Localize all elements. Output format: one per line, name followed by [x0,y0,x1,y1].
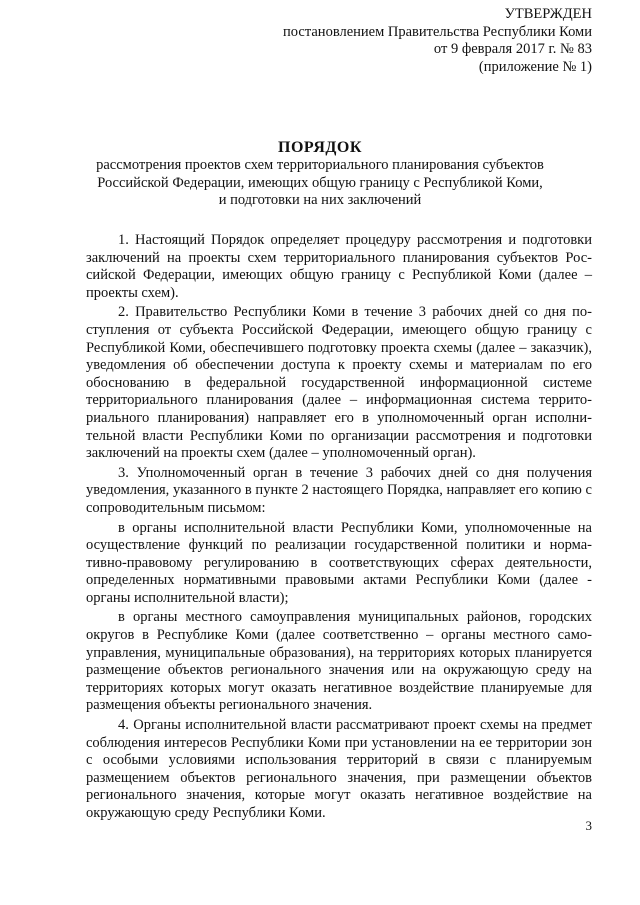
subtitle-line: Российской Федерации, имеющих общую границу с Республикой Коми, [97,174,543,191]
document-subtitle [0,157,640,210]
paragraph-3-item-1: в органы исполнительной власти Республики Коми, уполномоченные на осуществление функций по реализации государственной политики и нормативно-правовому регулированию в соответствующих сферах деятельности, определенных нормативными правовыми актами Республики Коми (далее - органы исполнительной власти); [86,519,592,606]
approval-date: от 9 февраля 2017 г. № 83 [433,41,592,57]
approval-appendix: (приложение № 1) [478,58,592,75]
page-number: 3 [585,818,592,833]
approval-heading: УТВЕРЖДЕН [504,6,592,22]
subtitle-line: и подготовки на них заключений [218,192,422,208]
approval-stamp [283,6,592,76]
approval-decree: постановлением Правительства Республики Коми [283,23,592,40]
document-body [86,232,592,823]
paragraph-3-item-2: в органы местного самоуправления муниципальных районов, городских округов в Республике Коми (далее соответственно – органы местного самоуправления, муниципальные образования), на территориях которых планируется размещение объектов регионального значения или на окружающую среду на территориях которых могут оказать негативное воздействие планируемые для размещения объекты регионального значения. [86,609,592,714]
paragraph-2: 2. Правительство Республики Коми в течение 3 рабочих дней со дня поступления от субъекта Российской Федерации, имеющего общую границу с Республикой Коми, обеспечившего подготовку проекта схемы (далее – заказчик), уведомления об обеспечении доступа к проекту схемы и материалам по его обоснованию в федеральной государственной информационной системе территориального планирования (далее – информационная система территориального планирования) направляет его в уполномоченный орган исполнительной власти Республики Коми по организации рассмотрения и подготовки заключений на проекты схем (далее – уполномоченный орган). [86,304,592,462]
paragraph-4: 4. Органы исполнительной власти рассматривают проект схемы на предмет соблюдения интересов Республики Коми при установлении на ее территории зон с особыми условиями использования территорий в связи с планируемым размещением объектов регионального значения, при размещении объектов регионального значения, которые могут оказать негативное воздействие на окружающую среду Республики Коми. [86,717,592,821]
paragraph-3: 3. Уполномоченный орган в течение 3 рабочих дней со дня получения уведомления, указанного в пункте 2 настоящего Порядка, направляет его копию с сопроводительным письмом: [86,464,592,516]
subtitle-line: рассмотрения проектов схем территориального планирования субъектов [96,157,544,173]
document-title: ПОРЯДОК [278,139,362,156]
paragraph-1: 1. Настоящий Порядок определяет процедуру рассмотрения и подготовки заключений на проекты схем территориального планирования субъектов Российской Федерации, имеющих общую границу с Республикой Коми (далее – проекты схем). [86,232,592,301]
